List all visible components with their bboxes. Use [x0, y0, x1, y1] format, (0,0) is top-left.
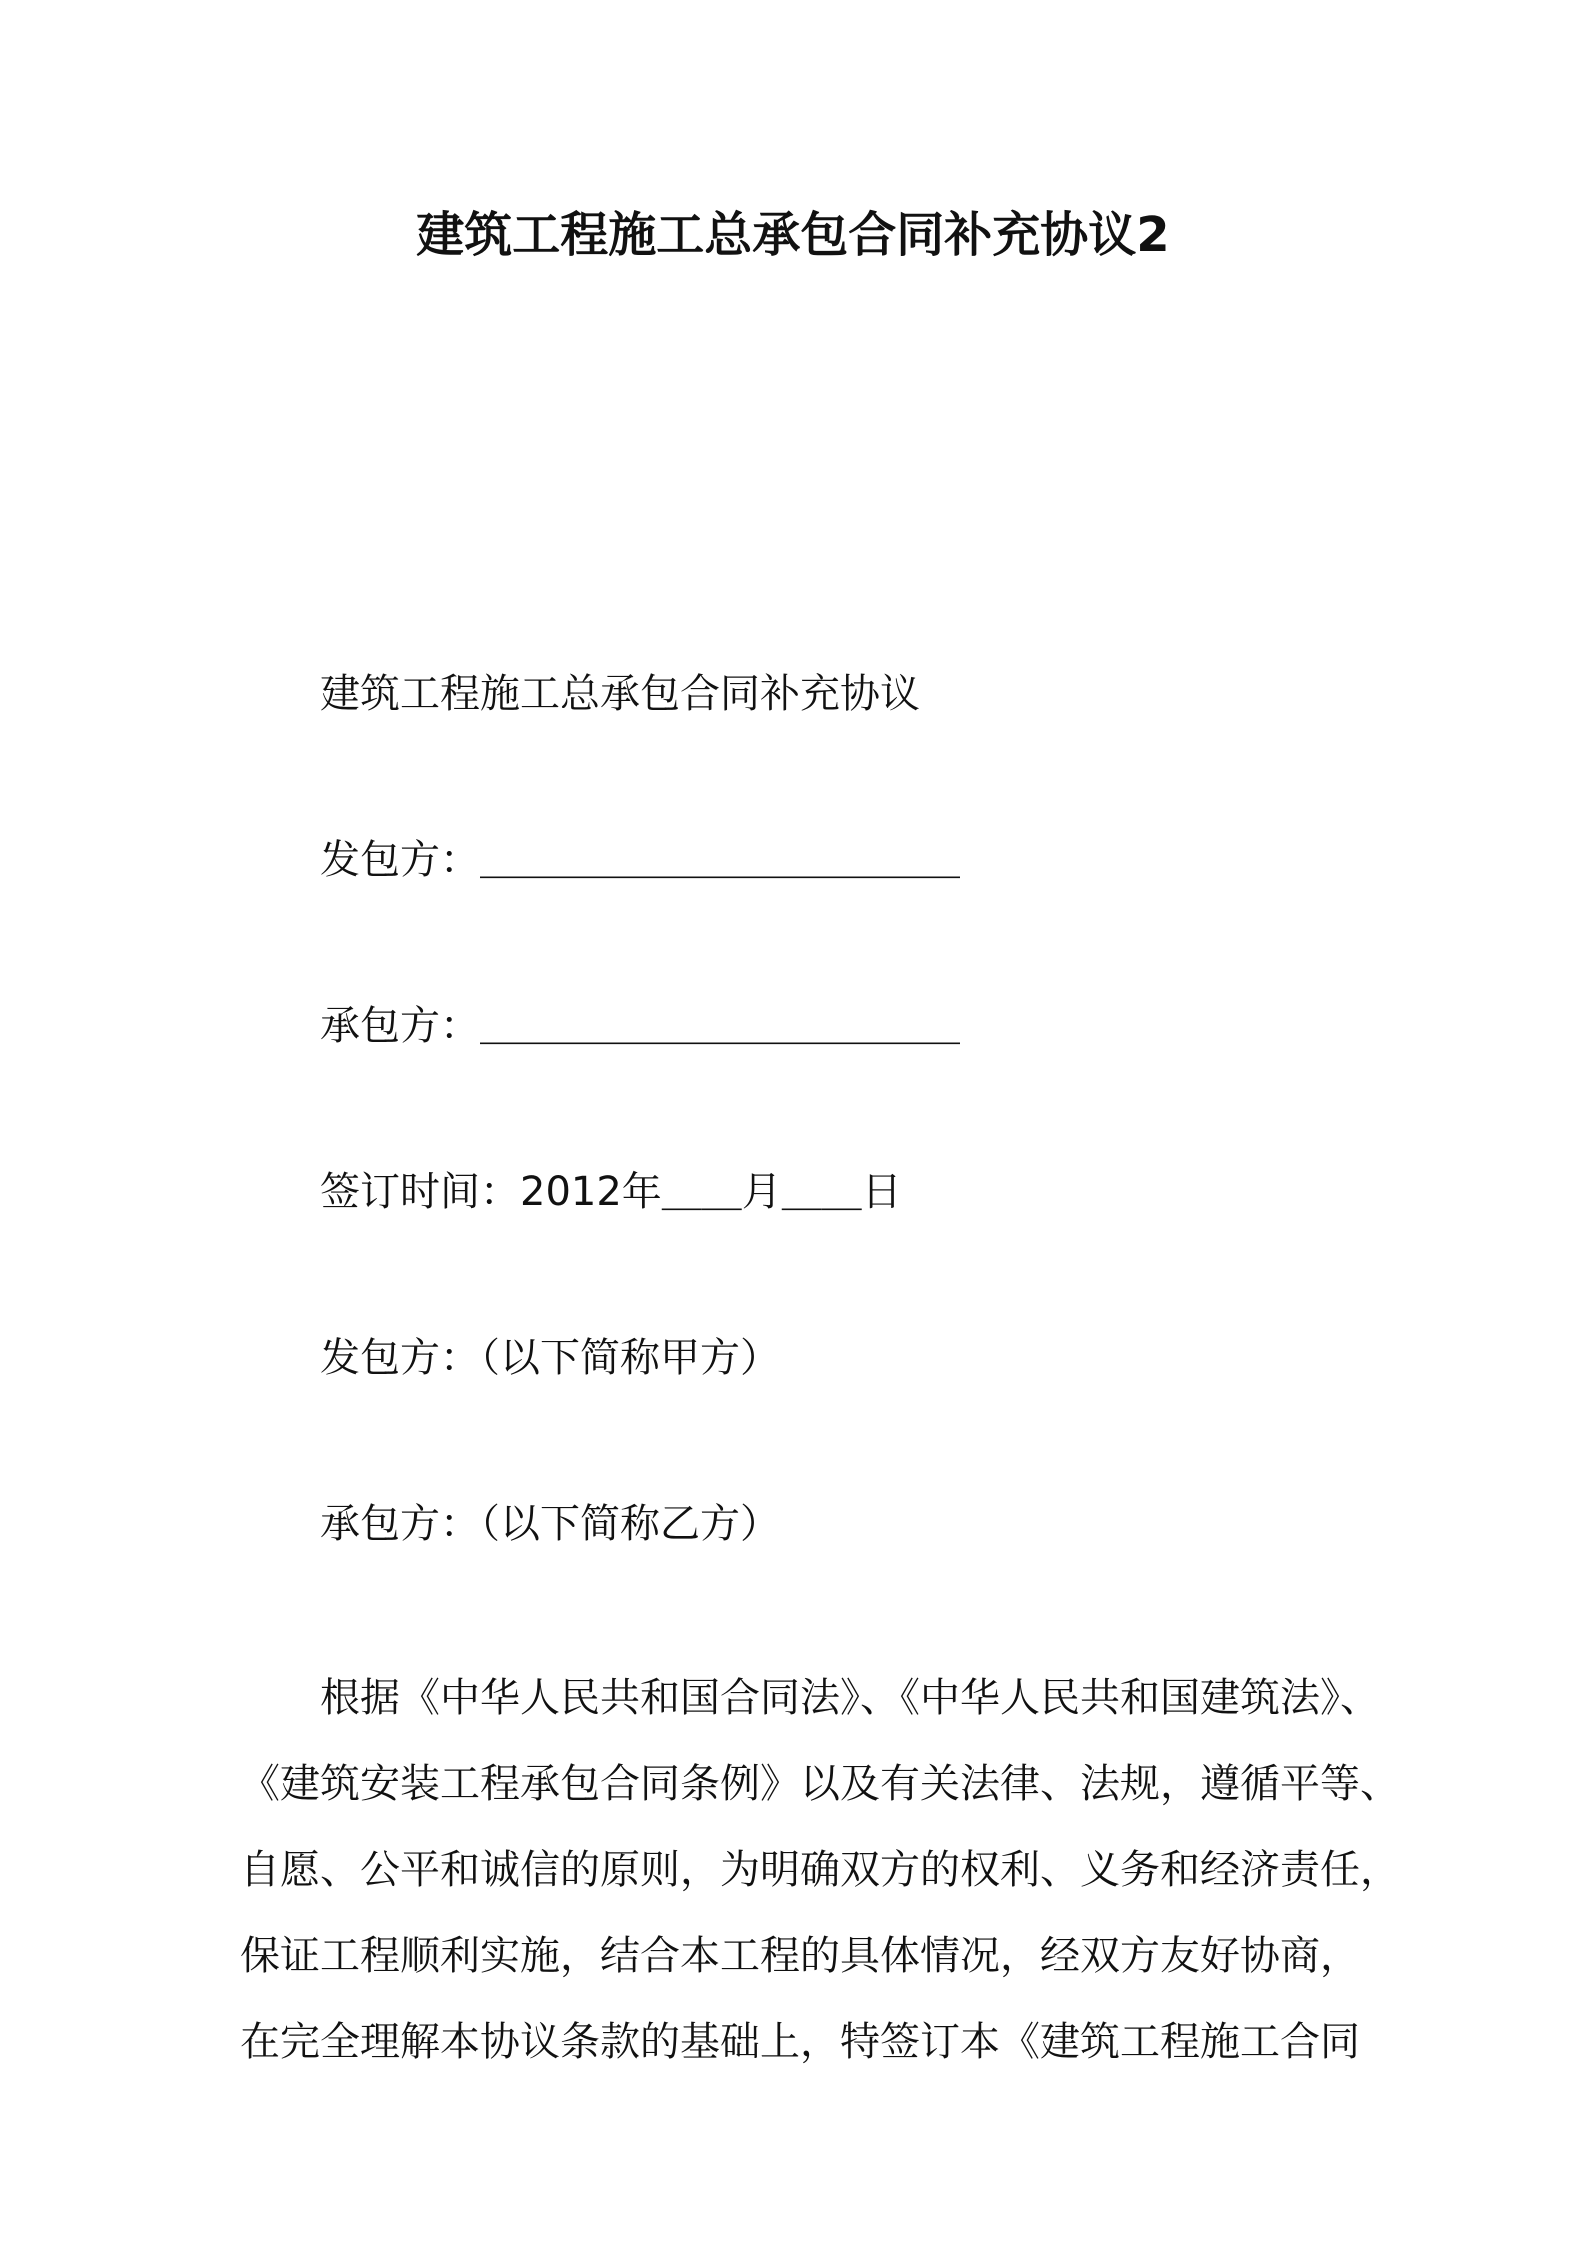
- preamble-line: 根据《中华人民共和国合同法》、《中华人民共和国建筑法》、: [320, 1675, 1380, 1721]
- agreement-subtitle: 建筑工程施工总承包合同补充协议: [320, 671, 920, 717]
- contractor-alias-line: 承包方：（以下简称乙方）: [320, 1501, 780, 1547]
- employer-blank-line: 发包方：＿＿＿＿＿＿＿＿＿＿＿＿: [320, 837, 960, 883]
- preamble-line: 《建筑安装工程承包合同条例》以及有关法律、法规，遵循平等、: [240, 1761, 1400, 1807]
- preamble-line: 自愿、公平和诚信的原则，为明确双方的权利、义务和经济责任，: [240, 1847, 1400, 1893]
- document-title: 建筑工程施工总承包合同补充协议2: [416, 207, 1170, 263]
- signing-date-line: 签订时间：2012年＿＿月＿＿日: [320, 1169, 902, 1215]
- preamble-line: 保证工程顺利实施，结合本工程的具体情况，经双方友好协商，: [240, 1933, 1360, 1979]
- contractor-blank-line: 承包方：＿＿＿＿＿＿＿＿＿＿＿＿: [320, 1003, 960, 1049]
- preamble-paragraph: [240, 1655, 1400, 2085]
- employer-alias-line: 发包方：（以下简称甲方）: [320, 1335, 780, 1381]
- preamble-line: 在完全理解本协议条款的基础上，特签订本《建筑工程施工合同: [240, 2019, 1360, 2065]
